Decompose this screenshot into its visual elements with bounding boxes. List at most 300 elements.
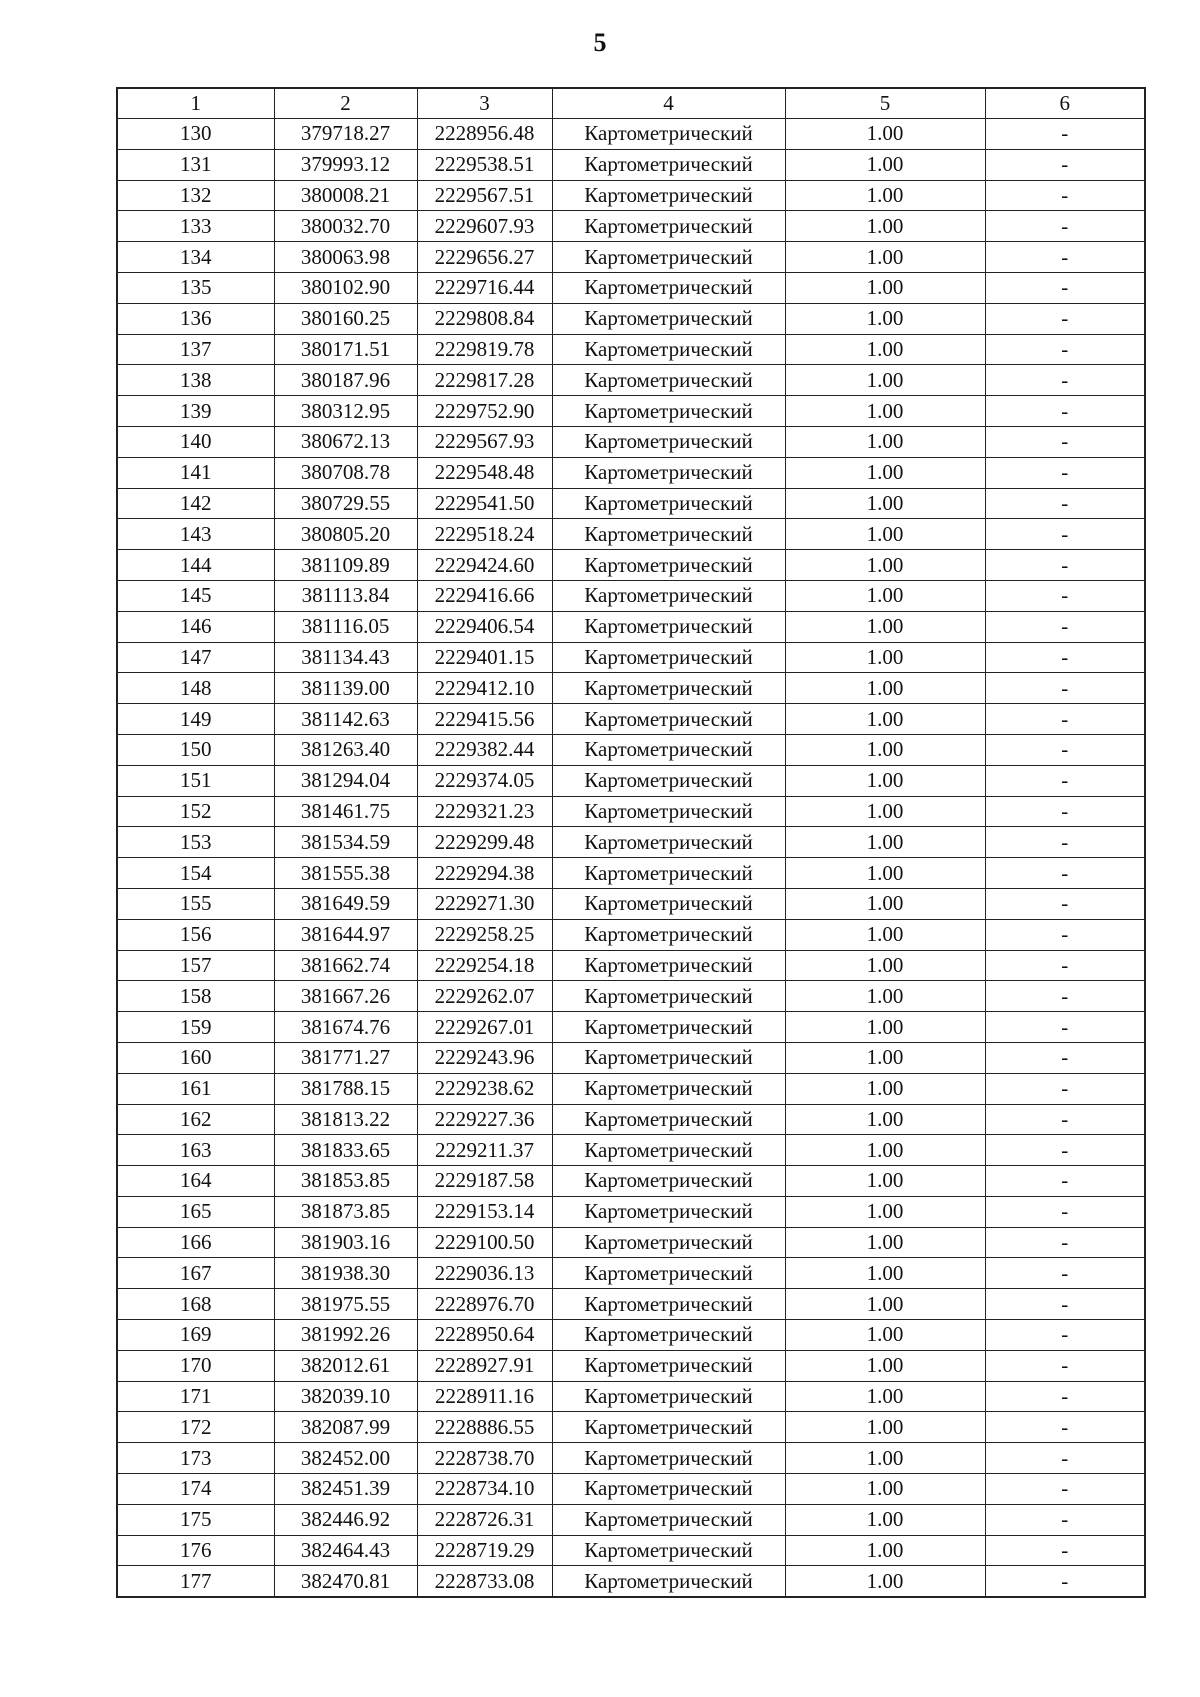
cell-point-number: 134 [117,242,274,273]
cell-note: - [985,1166,1145,1197]
table-row [117,211,1145,242]
cell-accuracy: 1.00 [785,1289,985,1320]
cell-y-coordinate: 2229808.84 [417,303,552,334]
cell-method: Картометрический [552,1042,785,1073]
table-row [117,272,1145,303]
cell-point-number: 163 [117,1135,274,1166]
cell-point-number: 145 [117,580,274,611]
cell-accuracy: 1.00 [785,1535,985,1566]
cell-y-coordinate: 2229321.23 [417,796,552,827]
cell-note: - [985,1289,1145,1320]
cell-method: Картометрический [552,1474,785,1505]
cell-method: Картометрический [552,981,785,1012]
cell-method: Картометрический [552,211,785,242]
cell-note: - [985,1504,1145,1535]
cell-method: Картометрический [552,704,785,735]
cell-y-coordinate: 2229548.48 [417,457,552,488]
table-row [117,950,1145,981]
cell-accuracy: 1.00 [785,334,985,365]
cell-x-coordinate: 380672.13 [274,426,417,457]
table-row [117,796,1145,827]
cell-accuracy: 1.00 [785,180,985,211]
cell-method: Картометрический [552,334,785,365]
cell-note: - [985,1042,1145,1073]
cell-note: - [985,550,1145,581]
cell-note: - [985,919,1145,950]
cell-method: Картометрический [552,1381,785,1412]
cell-point-number: 132 [117,180,274,211]
table-row [117,888,1145,919]
cell-note: - [985,457,1145,488]
cell-point-number: 136 [117,303,274,334]
cell-x-coordinate: 380102.90 [274,272,417,303]
cell-accuracy: 1.00 [785,981,985,1012]
cell-accuracy: 1.00 [785,919,985,950]
cell-x-coordinate: 381294.04 [274,765,417,796]
cell-note: - [985,1350,1145,1381]
table-row [117,1535,1145,1566]
cell-point-number: 168 [117,1289,274,1320]
cell-y-coordinate: 2228719.29 [417,1535,552,1566]
table-row [117,1227,1145,1258]
cell-point-number: 176 [117,1535,274,1566]
cell-note: - [985,272,1145,303]
table-row [117,1412,1145,1443]
cell-y-coordinate: 2229100.50 [417,1227,552,1258]
header-cell-6: 6 [985,88,1145,119]
cell-accuracy: 1.00 [785,765,985,796]
cell-accuracy: 1.00 [785,1504,985,1535]
cell-note: - [985,1535,1145,1566]
cell-accuracy: 1.00 [785,1412,985,1443]
cell-point-number: 159 [117,1012,274,1043]
cell-y-coordinate: 2228950.64 [417,1320,552,1351]
cell-x-coordinate: 380032.70 [274,211,417,242]
cell-method: Картометрический [552,1443,785,1474]
cell-method: Картометрический [552,919,785,950]
table-row [117,734,1145,765]
cell-x-coordinate: 381555.38 [274,858,417,889]
cell-accuracy: 1.00 [785,303,985,334]
table-row [117,642,1145,673]
cell-method: Картометрический [552,642,785,673]
cell-point-number: 143 [117,519,274,550]
cell-x-coordinate: 381649.59 [274,888,417,919]
cell-point-number: 146 [117,611,274,642]
table-row [117,1289,1145,1320]
cell-y-coordinate: 2229752.90 [417,396,552,427]
cell-point-number: 167 [117,1258,274,1289]
page-number: 5 [593,28,607,57]
cell-accuracy: 1.00 [785,1443,985,1474]
cell-point-number: 137 [117,334,274,365]
cell-x-coordinate: 381833.65 [274,1135,417,1166]
table-row [117,180,1145,211]
cell-method: Картометрический [552,1350,785,1381]
cell-x-coordinate: 380160.25 [274,303,417,334]
cell-accuracy: 1.00 [785,1104,985,1135]
cell-accuracy: 1.00 [785,858,985,889]
cell-note: - [985,611,1145,642]
cell-note: - [985,888,1145,919]
table-row [117,1258,1145,1289]
cell-x-coordinate: 382470.81 [274,1566,417,1597]
cell-y-coordinate: 2229299.48 [417,827,552,858]
cell-point-number: 170 [117,1350,274,1381]
cell-x-coordinate: 381534.59 [274,827,417,858]
table-row [117,673,1145,704]
cell-x-coordinate: 381873.85 [274,1196,417,1227]
cell-point-number: 154 [117,858,274,889]
cell-note: - [985,1412,1145,1443]
cell-accuracy: 1.00 [785,642,985,673]
cell-x-coordinate: 380171.51 [274,334,417,365]
cell-point-number: 158 [117,981,274,1012]
table-row [117,365,1145,396]
cell-method: Картометрический [552,242,785,273]
cell-accuracy: 1.00 [785,1227,985,1258]
cell-x-coordinate: 381853.85 [274,1166,417,1197]
cell-note: - [985,396,1145,427]
cell-x-coordinate: 381975.55 [274,1289,417,1320]
cell-note: - [985,1135,1145,1166]
cell-method: Картометрический [552,272,785,303]
cell-x-coordinate: 382446.92 [274,1504,417,1535]
cell-y-coordinate: 2229412.10 [417,673,552,704]
cell-point-number: 148 [117,673,274,704]
cell-y-coordinate: 2229415.56 [417,704,552,735]
cell-method: Картометрический [552,550,785,581]
cell-x-coordinate: 381109.89 [274,550,417,581]
header-cell-4: 4 [552,88,785,119]
cell-note: - [985,734,1145,765]
cell-y-coordinate: 2229567.51 [417,180,552,211]
cell-method: Картометрический [552,1566,785,1597]
cell-note: - [985,1073,1145,1104]
table-row [117,457,1145,488]
cell-method: Картометрический [552,180,785,211]
cell-y-coordinate: 2229817.28 [417,365,552,396]
table-row [117,1320,1145,1351]
cell-point-number: 153 [117,827,274,858]
cell-x-coordinate: 380708.78 [274,457,417,488]
table-row [117,580,1145,611]
cell-method: Картометрический [552,796,785,827]
table-row [117,149,1145,180]
header-cell-5: 5 [785,88,985,119]
cell-method: Картометрический [552,1073,785,1104]
cell-y-coordinate: 2228886.55 [417,1412,552,1443]
cell-y-coordinate: 2229567.93 [417,426,552,457]
cell-y-coordinate: 2229262.07 [417,981,552,1012]
cell-point-number: 142 [117,488,274,519]
table-row [117,1474,1145,1505]
table-row [117,827,1145,858]
cell-note: - [985,242,1145,273]
table-row [117,1196,1145,1227]
cell-point-number: 173 [117,1443,274,1474]
cell-y-coordinate: 2229716.44 [417,272,552,303]
cell-x-coordinate: 380008.21 [274,180,417,211]
cell-y-coordinate: 2229153.14 [417,1196,552,1227]
cell-x-coordinate: 382012.61 [274,1350,417,1381]
cell-note: - [985,673,1145,704]
table-row [117,519,1145,550]
cell-x-coordinate: 381139.00 [274,673,417,704]
cell-method: Картометрический [552,1196,785,1227]
table-row [117,119,1145,150]
cell-x-coordinate: 381674.76 [274,1012,417,1043]
table-row [117,1504,1145,1535]
table-row [117,1135,1145,1166]
cell-point-number: 175 [117,1504,274,1535]
table-header [117,88,1145,119]
table-row [117,1443,1145,1474]
cell-note: - [985,1104,1145,1135]
cell-point-number: 144 [117,550,274,581]
cell-point-number: 161 [117,1073,274,1104]
table-row [117,334,1145,365]
table-row [117,919,1145,950]
table-row [117,396,1145,427]
cell-point-number: 156 [117,919,274,950]
cell-point-number: 149 [117,704,274,735]
cell-method: Картометрический [552,1412,785,1443]
cell-note: - [985,1320,1145,1351]
cell-x-coordinate: 381662.74 [274,950,417,981]
cell-point-number: 174 [117,1474,274,1505]
cell-accuracy: 1.00 [785,211,985,242]
cell-y-coordinate: 2229374.05 [417,765,552,796]
cell-method: Картометрический [552,611,785,642]
header-cell-1: 1 [117,88,274,119]
cell-point-number: 152 [117,796,274,827]
cell-y-coordinate: 2229271.30 [417,888,552,919]
cell-y-coordinate: 2228956.48 [417,119,552,150]
cell-y-coordinate: 2229416.66 [417,580,552,611]
cell-x-coordinate: 381667.26 [274,981,417,1012]
cell-accuracy: 1.00 [785,1073,985,1104]
cell-point-number: 172 [117,1412,274,1443]
cell-x-coordinate: 381113.84 [274,580,417,611]
cell-y-coordinate: 2228726.31 [417,1504,552,1535]
cell-x-coordinate: 381813.22 [274,1104,417,1135]
cell-note: - [985,488,1145,519]
cell-x-coordinate: 379718.27 [274,119,417,150]
cell-x-coordinate: 380187.96 [274,365,417,396]
cell-note: - [985,580,1145,611]
cell-note: - [985,1381,1145,1412]
table-row [117,704,1145,735]
cell-point-number: 171 [117,1381,274,1412]
cell-method: Картометрический [552,303,785,334]
cell-note: - [985,1566,1145,1597]
cell-method: Картометрический [552,519,785,550]
cell-y-coordinate: 2229538.51 [417,149,552,180]
cell-note: - [985,858,1145,889]
cell-x-coordinate: 382464.43 [274,1535,417,1566]
cell-point-number: 165 [117,1196,274,1227]
cell-note: - [985,519,1145,550]
cell-point-number: 157 [117,950,274,981]
cell-y-coordinate: 2229254.18 [417,950,552,981]
cell-accuracy: 1.00 [785,1320,985,1351]
cell-point-number: 166 [117,1227,274,1258]
table-row [117,981,1145,1012]
cell-accuracy: 1.00 [785,488,985,519]
cell-x-coordinate: 380805.20 [274,519,417,550]
cell-method: Картометрический [552,426,785,457]
cell-note: - [985,303,1145,334]
cell-x-coordinate: 381134.43 [274,642,417,673]
cell-accuracy: 1.00 [785,580,985,611]
cell-method: Картометрический [552,1320,785,1351]
cell-accuracy: 1.00 [785,457,985,488]
cell-point-number: 139 [117,396,274,427]
cell-accuracy: 1.00 [785,242,985,273]
cell-accuracy: 1.00 [785,827,985,858]
cell-note: - [985,642,1145,673]
cell-accuracy: 1.00 [785,1135,985,1166]
cell-point-number: 141 [117,457,274,488]
cell-x-coordinate: 382452.00 [274,1443,417,1474]
cell-y-coordinate: 2229211.37 [417,1135,552,1166]
table-row [117,1566,1145,1597]
cell-x-coordinate: 381263.40 [274,734,417,765]
cell-x-coordinate: 382039.10 [274,1381,417,1412]
cell-method: Картометрический [552,1504,785,1535]
cell-y-coordinate: 2229401.15 [417,642,552,673]
cell-method: Картометрический [552,673,785,704]
cell-note: - [985,211,1145,242]
cell-method: Картометрический [552,858,785,889]
header-row [117,88,1145,119]
cell-x-coordinate: 382451.39 [274,1474,417,1505]
cell-point-number: 151 [117,765,274,796]
table-row [117,1073,1145,1104]
cell-method: Картометрический [552,365,785,396]
cell-accuracy: 1.00 [785,550,985,581]
cell-method: Картометрический [552,950,785,981]
cell-method: Картометрический [552,1227,785,1258]
cell-note: - [985,180,1145,211]
cell-note: - [985,1474,1145,1505]
cell-method: Картометрический [552,1135,785,1166]
header-cell-3: 3 [417,88,552,119]
cell-y-coordinate: 2229518.24 [417,519,552,550]
cell-y-coordinate: 2228911.16 [417,1381,552,1412]
cell-y-coordinate: 2229036.13 [417,1258,552,1289]
cell-y-coordinate: 2228734.10 [417,1474,552,1505]
cell-accuracy: 1.00 [785,519,985,550]
cell-y-coordinate: 2228927.91 [417,1350,552,1381]
cell-point-number: 150 [117,734,274,765]
cell-note: - [985,1196,1145,1227]
cell-x-coordinate: 381142.63 [274,704,417,735]
cell-point-number: 160 [117,1042,274,1073]
cell-note: - [985,950,1145,981]
cell-point-number: 147 [117,642,274,673]
cell-method: Картометрический [552,888,785,919]
table-row [117,550,1145,581]
cell-x-coordinate: 382087.99 [274,1412,417,1443]
cell-point-number: 162 [117,1104,274,1135]
cell-point-number: 131 [117,149,274,180]
cell-method: Картометрический [552,1535,785,1566]
cell-y-coordinate: 2229382.44 [417,734,552,765]
cell-note: - [985,1227,1145,1258]
cell-y-coordinate: 2229294.38 [417,858,552,889]
table-row [117,765,1145,796]
cell-x-coordinate: 381461.75 [274,796,417,827]
cell-accuracy: 1.00 [785,272,985,303]
table-row [117,1350,1145,1381]
cell-x-coordinate: 380729.55 [274,488,417,519]
cell-note: - [985,1012,1145,1043]
cell-y-coordinate: 2229238.62 [417,1073,552,1104]
cell-point-number: 130 [117,119,274,150]
cell-method: Картометрический [552,1166,785,1197]
cell-accuracy: 1.00 [785,950,985,981]
cell-accuracy: 1.00 [785,1012,985,1043]
cell-y-coordinate: 2228738.70 [417,1443,552,1474]
cell-note: - [985,365,1145,396]
cell-point-number: 169 [117,1320,274,1351]
table-row [117,242,1145,273]
cell-note: - [985,1258,1145,1289]
cell-note: - [985,765,1145,796]
cell-y-coordinate: 2229819.78 [417,334,552,365]
cell-note: - [985,334,1145,365]
cell-accuracy: 1.00 [785,426,985,457]
table-row [117,488,1145,519]
cell-accuracy: 1.00 [785,673,985,704]
cell-accuracy: 1.00 [785,1196,985,1227]
cell-x-coordinate: 381992.26 [274,1320,417,1351]
header-cell-2: 2 [274,88,417,119]
cell-accuracy: 1.00 [785,1042,985,1073]
cell-note: - [985,981,1145,1012]
cell-y-coordinate: 2229243.96 [417,1042,552,1073]
cell-method: Картометрический [552,149,785,180]
cell-accuracy: 1.00 [785,796,985,827]
cell-accuracy: 1.00 [785,1350,985,1381]
table-row [117,1166,1145,1197]
cell-method: Картометрический [552,1258,785,1289]
cell-method: Картометрический [552,119,785,150]
cell-point-number: 138 [117,365,274,396]
cell-x-coordinate: 381771.27 [274,1042,417,1073]
cell-point-number: 133 [117,211,274,242]
cell-y-coordinate: 2229607.93 [417,211,552,242]
cell-point-number: 140 [117,426,274,457]
cell-accuracy: 1.00 [785,1566,985,1597]
cell-note: - [985,1443,1145,1474]
cell-y-coordinate: 2228733.08 [417,1566,552,1597]
cell-point-number: 135 [117,272,274,303]
cell-x-coordinate: 381788.15 [274,1073,417,1104]
cell-accuracy: 1.00 [785,1166,985,1197]
cell-y-coordinate: 2229258.25 [417,919,552,950]
cell-method: Картометрический [552,396,785,427]
cell-note: - [985,119,1145,150]
cell-accuracy: 1.00 [785,365,985,396]
cell-method: Картометрический [552,734,785,765]
table-row [117,1012,1145,1043]
cell-x-coordinate: 381903.16 [274,1227,417,1258]
table-row [117,426,1145,457]
cell-method: Картометрический [552,1289,785,1320]
